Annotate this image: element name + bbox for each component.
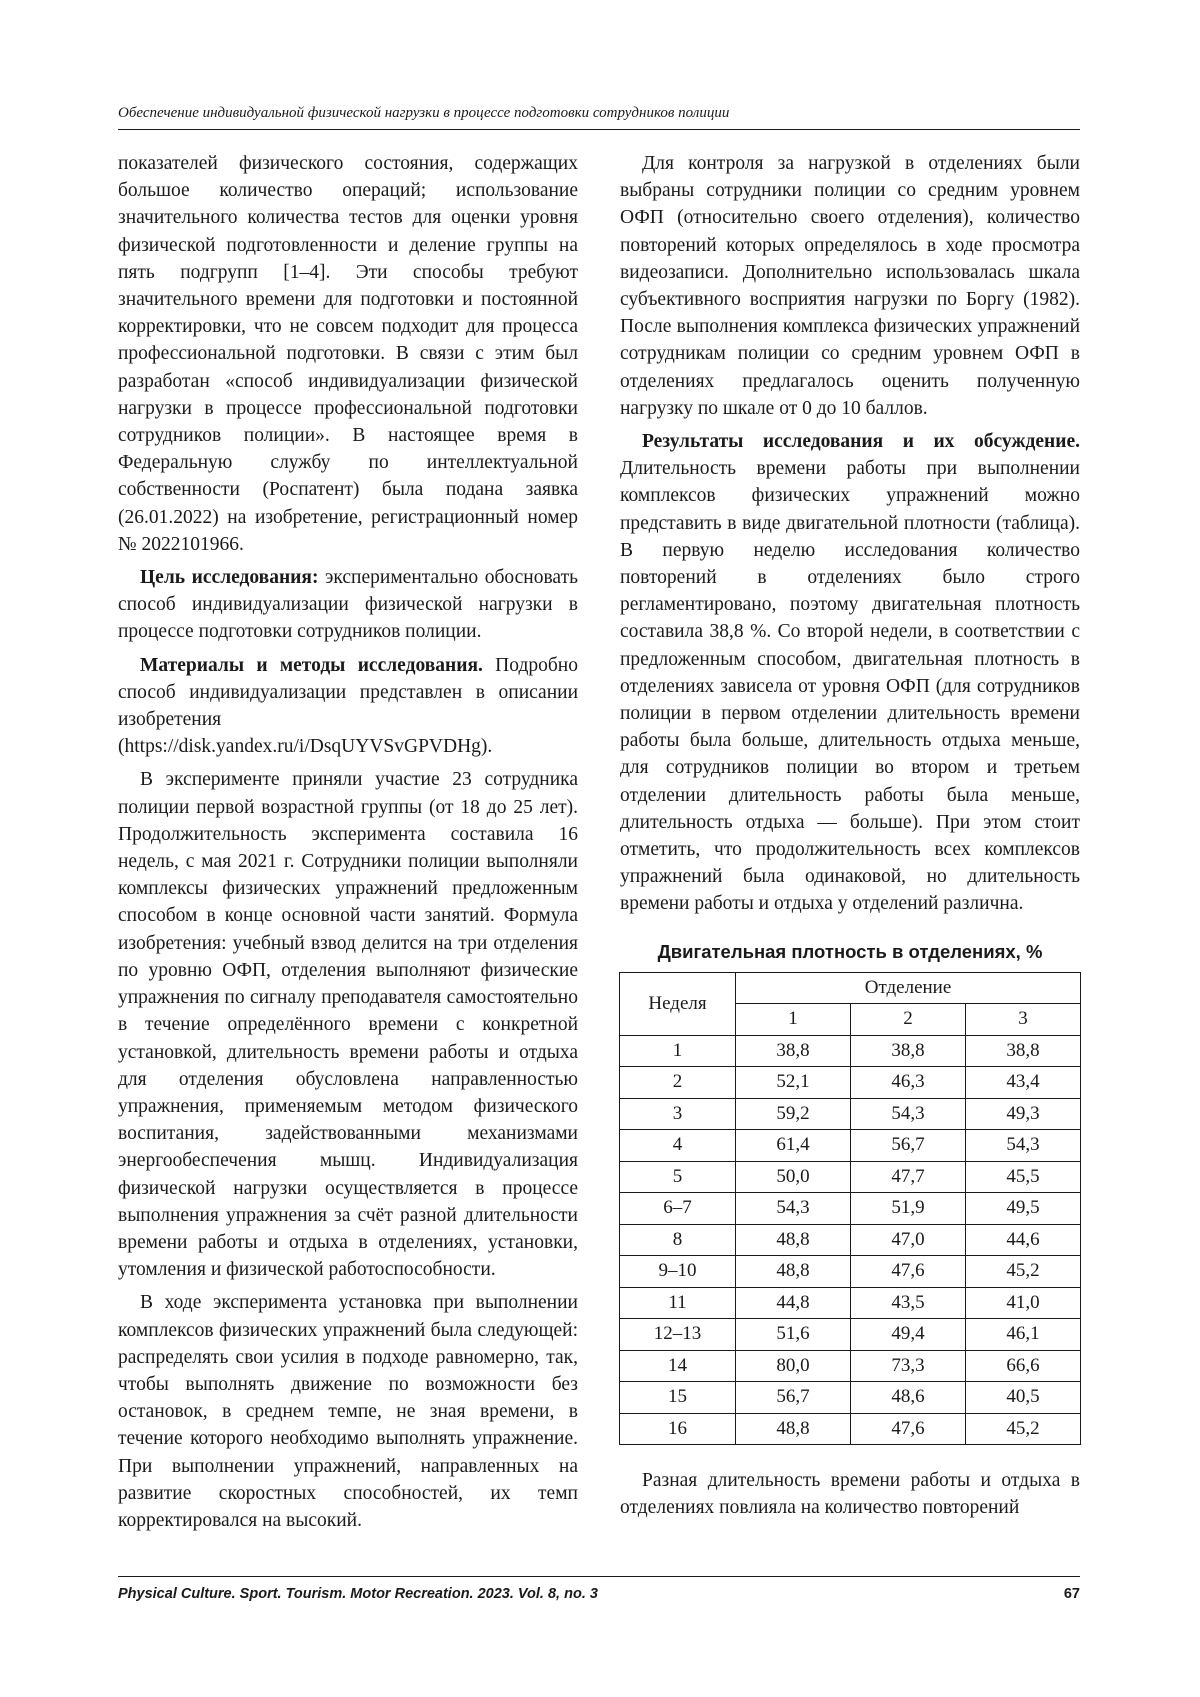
density-cell: 46,3: [851, 1067, 966, 1099]
table-row: [620, 1130, 1081, 1162]
week-cell: 8: [620, 1224, 736, 1256]
table-row: [620, 1287, 1081, 1319]
paragraph: [118, 652, 578, 761]
density-cell: 73,3: [851, 1350, 966, 1382]
paragraph: Разная длительность времени работы и отдыха в отделениях повлияла на количество повторений: [620, 1470, 1080, 1519]
density-cell: 80,0: [736, 1350, 851, 1382]
density-cell: 38,8: [736, 1035, 851, 1067]
density-cell: 38,8: [966, 1035, 1081, 1067]
week-cell: 11: [620, 1287, 736, 1319]
week-cell: 4: [620, 1130, 736, 1162]
footer-rule: [118, 1576, 1080, 1577]
paragraph-text: экспериментально обосновать способ индивидуализации физической нагрузки в процессе подготовки сотрудников полиции.: [118, 567, 578, 643]
density-cell: 49,3: [966, 1098, 1081, 1130]
density-cell: 47,7: [851, 1161, 966, 1193]
density-cell: 38,8: [851, 1035, 966, 1067]
density-cell: 52,1: [736, 1067, 851, 1099]
group-subheader: 2: [851, 1004, 966, 1036]
week-cell: 6–7: [620, 1193, 736, 1225]
density-cell: 45,2: [966, 1413, 1081, 1445]
left-column: [118, 150, 578, 1534]
density-cell: 51,9: [851, 1193, 966, 1225]
table-row: [620, 1161, 1081, 1193]
density-cell: 56,7: [851, 1130, 966, 1162]
density-cell: 44,8: [736, 1287, 851, 1319]
week-cell: 14: [620, 1350, 736, 1382]
week-cell: 12–13: [620, 1319, 736, 1351]
group-subheader: 1: [736, 1004, 851, 1036]
paragraph: Для контроля за нагрузкой в отделениях были выбраны сотрудники полиции со средним уровнем ОФП (относительно своего отделения), количество повторений которых определялось в ходе просмотра видеозаписи. Дополнительно использовалась шкала субъективного восприятия нагрузки по Боргу (1982). После выполнения комплекса физических упражнений сотрудникам полиции со средним уровнем ОФП в отделениях предлагалось оценить полученную нагрузку по шкале от 0 до 10 баллов.: [620, 153, 1080, 419]
paragraph: показателей физического состояния, содержащих большое количество операций; использование значительного количества тестов для оценки уровня физической подготовленности и деление группы на пять подгрупп [1–4]. Эти способы требуют значительного времени для подготовки и постоянной корректировки, что не совсем подходит для процесса профессиональной подготовки. В связи с этим был разработан «способ индивидуализации физической нагрузки в процессе профессиональной подготовки сотрудников полиции». В настоящее время в Федеральную службу по интеллектуальной собственности (Роспатент) была подана заявка (26.01.2022) на изобретение, регистрационный номер № 2022101966.: [118, 153, 578, 555]
paragraph-text: Подробно способ индивидуализации представлен в описании изобретения (https://disk.yandex.ru/i/DsqUYVSvGPVDHg).: [118, 654, 578, 758]
paragraph-text: Длительность времени работы при выполнении комплексов физических упражнений можно представить в виде двигательной плотности (таблица). В первую неделю исследования количество повторений в отделениях было строго регламентировано, поэтому двигательная плотность составила 38,8 %. Со второй недели, в соответствии с предложенным способом, двигательная плотность в отделениях зависела от уровня ОФП (для сотрудников полиции в первом отделении длительность времени работы была больше, длительность отдыха меньше, для сотрудников полиции во втором и третьем отделении длительность работы была меньше, длительность отдыха — больше). При этом стоит отметить, что продолжительность всех комплексов упражнений была одинаковой, но длительность времени работы и отдыха у отделений различна.: [620, 458, 1080, 915]
week-cell: 16: [620, 1413, 736, 1445]
table-row: [620, 1067, 1081, 1099]
page-number: 67: [1063, 1586, 1080, 1602]
right-column: [620, 150, 1080, 1522]
table-row: [620, 1382, 1081, 1414]
density-cell: 54,3: [736, 1193, 851, 1225]
group-header: Отделение: [736, 972, 1081, 1004]
density-cell: 48,8: [736, 1224, 851, 1256]
journal-citation: Physical Culture. Sport. Tourism. Motor Recreation. 2023. Vol. 8, no. 3: [118, 1586, 598, 1602]
density-cell: 54,3: [966, 1130, 1081, 1162]
table-row: [620, 1193, 1081, 1225]
density-cell: 47,6: [851, 1413, 966, 1445]
running-head: Обеспечение индивидуальной физической нагрузки в процессе подготовки сотрудников полиции: [118, 105, 730, 121]
density-cell: 54,3: [851, 1098, 966, 1130]
week-cell: 3: [620, 1098, 736, 1130]
table-row: [620, 1413, 1081, 1445]
density-cell: 40,5: [966, 1382, 1081, 1414]
table-row: [620, 1098, 1081, 1130]
density-cell: 61,4: [736, 1130, 851, 1162]
density-cell: 44,6: [966, 1224, 1081, 1256]
paragraph-lead: Результаты исследования и их обсуждение.: [642, 431, 1080, 453]
density-cell: 43,5: [851, 1287, 966, 1319]
table-header-row: [620, 972, 1081, 1004]
week-cell: 2: [620, 1067, 736, 1099]
density-cell: 43,4: [966, 1067, 1081, 1099]
week-cell: 5: [620, 1161, 736, 1193]
paragraph: [620, 428, 1080, 918]
table-row: [620, 1256, 1081, 1288]
week-cell: 9–10: [620, 1256, 736, 1288]
density-cell: 45,5: [966, 1161, 1081, 1193]
density-cell: 48,8: [736, 1256, 851, 1288]
paragraph-lead: Материалы и методы исследования.: [140, 654, 483, 676]
table-row: [620, 1224, 1081, 1256]
header-rule: [118, 129, 1080, 130]
paragraph-lead: Цель исследования:: [140, 567, 319, 589]
density-cell: 47,0: [851, 1224, 966, 1256]
table-caption: Двигательная плотность в отделениях, %: [657, 940, 1043, 962]
density-cell: 49,5: [966, 1193, 1081, 1225]
week-cell: 15: [620, 1382, 736, 1414]
table-row: [620, 1350, 1081, 1382]
density-cell: 45,2: [966, 1256, 1081, 1288]
group-subheader: 3: [966, 1004, 1081, 1036]
density-cell: 41,0: [966, 1287, 1081, 1319]
paragraph: В ходе эксперимента установка при выполнении комплексов физических упражнений была следующей: распределять свои усилия в подходе равномерно, так, чтобы выполнять движение по возможности без остановок, в среднем темпе, не зная времени, в течение которого необходимо выполнять упражнение. При выполнении упражнений, направленных на развитие скоростных способностей, их темп корректировался на высокий.: [118, 1292, 578, 1531]
density-cell: 59,2: [736, 1098, 851, 1130]
density-cell: 66,6: [966, 1350, 1081, 1382]
week-cell: 1: [620, 1035, 736, 1067]
week-header: Неделя: [620, 972, 736, 1035]
motor-density-table: [619, 972, 1081, 1446]
density-cell: 51,6: [736, 1319, 851, 1351]
density-cell: 46,1: [966, 1319, 1081, 1351]
table-row: [620, 1319, 1081, 1351]
density-cell: 48,6: [851, 1382, 966, 1414]
density-cell: 50,0: [736, 1161, 851, 1193]
density-cell: 56,7: [736, 1382, 851, 1414]
paragraph: [118, 564, 578, 646]
table-row: [620, 1035, 1081, 1067]
paragraph: В эксперименте приняли участие 23 сотрудника полиции первой возрастной группы (от 18 до 25 лет). Продолжительность эксперимента составила 16 недель, с мая 2021 г. Сотрудники полиции выполняли комплексы физических упражнений предложенным способом в конце основной части занятий. Формула изобретения: учебный взвод делится на три отделения по уровню ОФП, отделения выполняют физические упражнения по сигналу преподавателя самостоятельно в течение определённого времени с конкретной установкой, длительность времени работы и отдыха для отделения обусловлена направленностью упражнения, применяемым методом физического воспитания, задействованными механизмами энергообеспечения мышц. Индивидуализация физической нагрузки осуществляется в процессе выполнения упражнения за счёт разной длительности времени работы и отдыха в отделениях, установки, утомления и физической работоспособности.: [118, 769, 578, 1281]
density-cell: 49,4: [851, 1319, 966, 1351]
density-cell: 47,6: [851, 1256, 966, 1288]
density-cell: 48,8: [736, 1413, 851, 1445]
